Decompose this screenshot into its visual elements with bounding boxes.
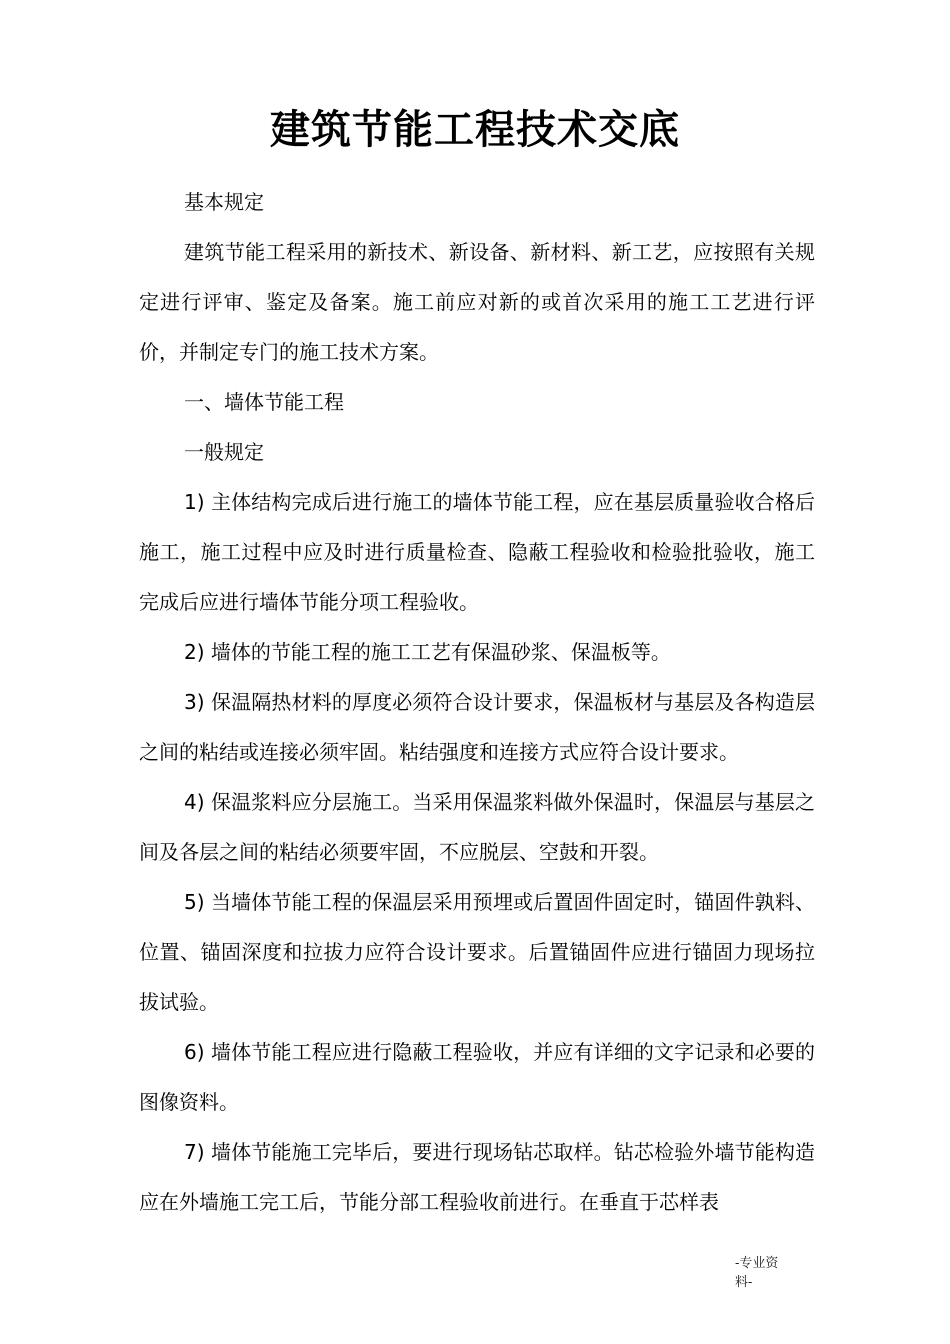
- paragraph-item-3: 3) 保温隔热材料的厚度必须符合设计要求，保温板材与基层及各构造层之间的粘结或连接必须牢固。粘结强度和连接方式应符合设计要求。: [139, 690, 815, 764]
- paragraph-item-5: 5) 当墙体节能工程的保温层采用预埋或后置固件固定时，锚固件孰料、位置、锚固深度和拉拔力应符合设计要求。后置锚固件应进行锚固力现场拉拔试验。: [139, 890, 815, 1014]
- document-title: 建筑节能工程技术交底: [270, 107, 680, 153]
- paragraph-item-1: 1) 主体结构完成后进行施工的墙体节能工程，应在基层质量验收合格后施工，施工过程中应及时进行质量检查、隐蔽工程验收和检验批验收，施工完成后应进行墙体节能分项工程验收。: [139, 490, 815, 614]
- paragraph-item-7: 7) 墙体节能施工完毕后，要进行现场钻芯取样。钻芯检验外墙节能构造应在外墙施工完工后，节能分部工程验收前进行。在垂直于芯样表: [139, 1140, 815, 1214]
- paragraph-item-2: 2) 墙体的节能工程的施工工艺有保温砂浆、保温板等。: [184, 640, 671, 664]
- footer-line-2: 料-: [735, 1275, 753, 1290]
- page-footer: [735, 1254, 795, 1292]
- paragraph-basic-rules-heading: 基本规定: [184, 190, 264, 214]
- paragraph-basic-rules-body: 建筑节能工程采用的新技术、新设备、新材料、新工艺，应按照有关规定进行评审、鉴定及备案。施工前应对新的或首次采用的施工工艺进行评价，并制定专门的施工技术方案。: [139, 240, 815, 364]
- footer-line-1: -专业资: [735, 1256, 779, 1271]
- paragraph-general-rules-heading: 一般规定: [184, 440, 264, 464]
- document-body: [139, 177, 815, 1227]
- paragraph-item-4: 4) 保温浆料应分层施工。当采用保温浆料做外保温时，保温层与基层之间及各层之间的粘结必须要牢固，不应脱层、空鼓和开裂。: [139, 790, 815, 864]
- paragraph-item-6: 6) 墙体节能工程应进行隐蔽工程验收，并应有详细的文字记录和必要的图像资料。: [139, 1040, 815, 1114]
- paragraph-section-wall-heading: 一、墙体节能工程: [184, 390, 344, 414]
